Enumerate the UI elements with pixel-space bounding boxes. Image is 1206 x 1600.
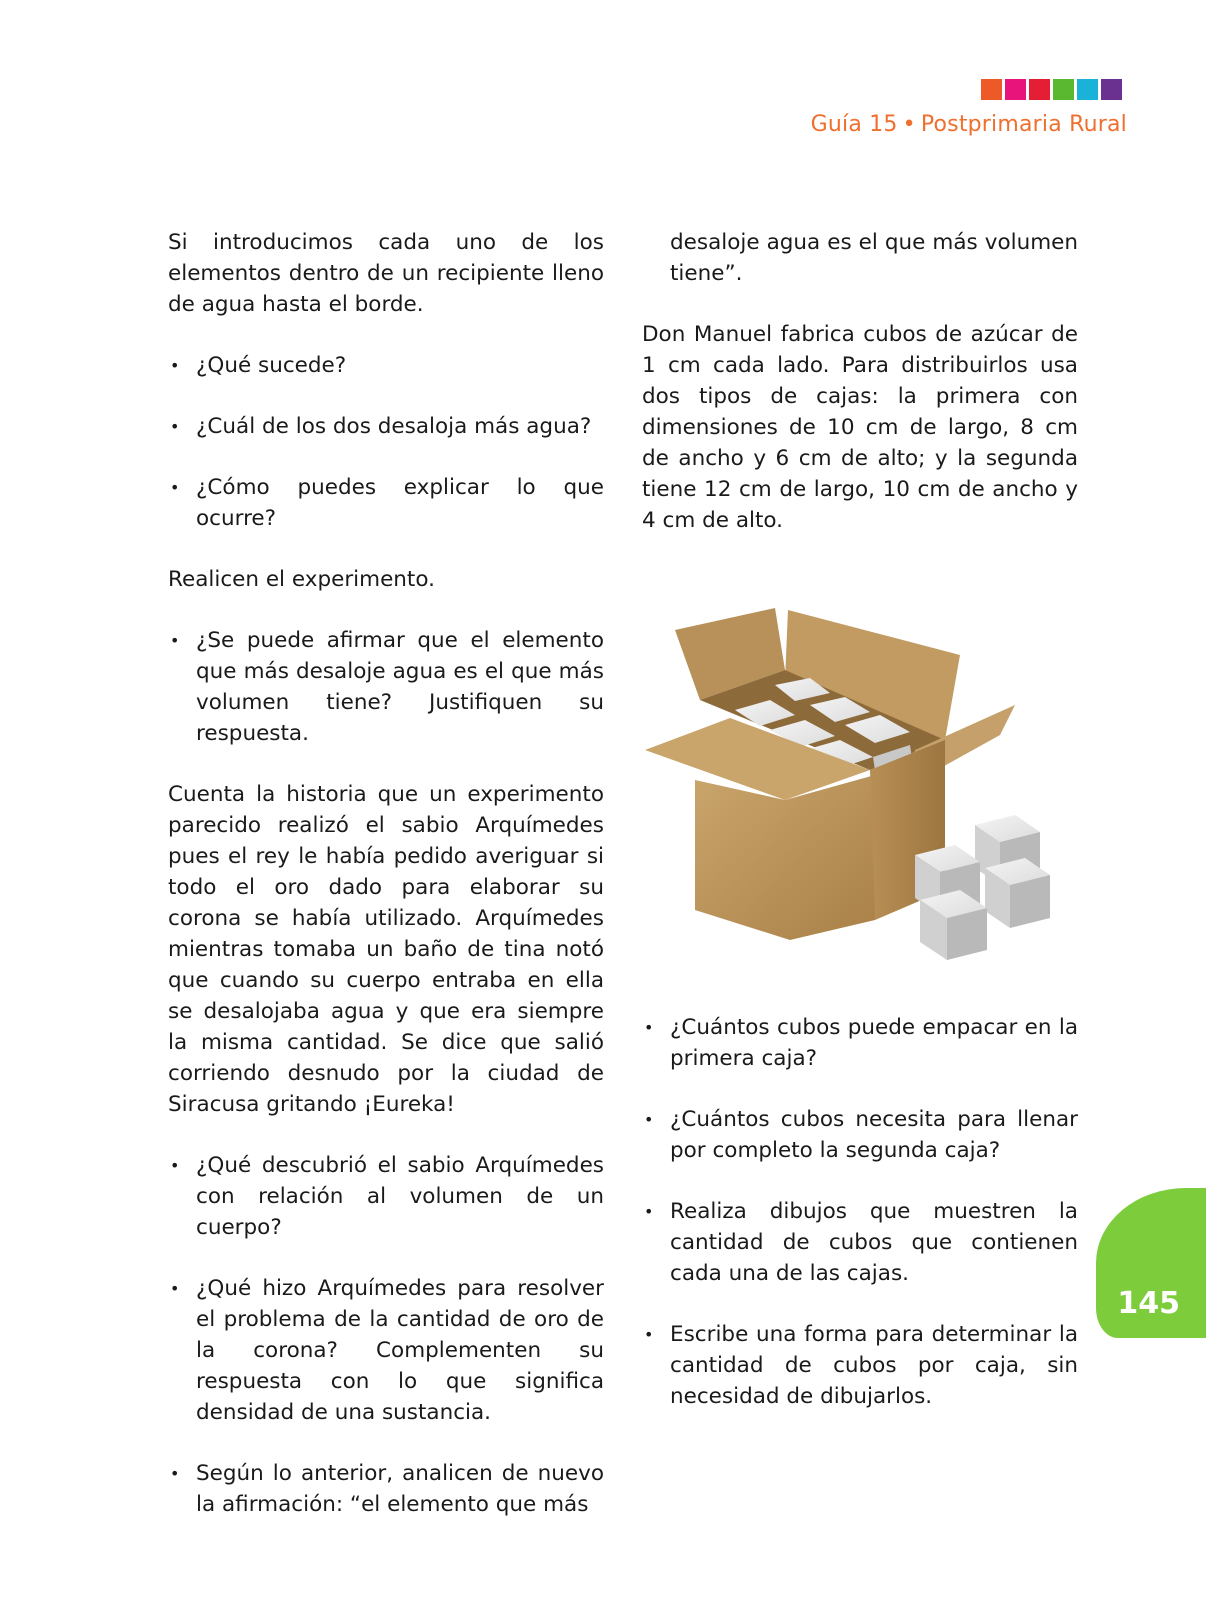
archimedes-story: Cuenta la historia que un experimento parecido realizó el sabio Arquímedes pues el rey le había pedido averiguar si todo el oro dado para elaborar su corona se había utilizado. Arquímedes mientras tomaba un baño de tina notó que cuando su cuerpo entraba en ella se desalojaba agua y que era siempre la misma cantidad. Se dice que salió corriendo desnudo por la ciudad de Siracusa gritando ¡Eureka! [168, 782, 604, 1117]
color-square-green [1053, 79, 1074, 100]
experiment-instruction: Realicen el experimento. [168, 567, 435, 592]
question-explain: • ¿Cómo puedes explicar lo que ocurre? [168, 472, 604, 534]
page-number: 145 [1117, 1286, 1180, 1321]
bullet-icon: • [644, 1325, 654, 1344]
color-square-purple [1101, 79, 1122, 100]
sugar-cubes-problem: Don Manuel fabrica cubos de azúcar de 1 cm cada lado. Para distribuirlos usa dos tipos de cajas: la primera con dimensiones de 10 cm de largo, 8 cm de ancho y 6 cm de alto; y la segunda tiene 12 cm de largo, 10 cm de ancho y 4 cm de alto. [642, 322, 1078, 533]
question-what-happens: • ¿Qué sucede? [168, 350, 604, 381]
bullet-icon: • [644, 1018, 654, 1037]
question-formula: • Escribe una forma para determinar la cantidad de cubos por caja, sin necesidad de dibujarlos. [642, 1319, 1078, 1412]
reanalyze-continuation: desaloje agua es el que más volumen tiene”. [670, 230, 1078, 286]
question-reanalyze: • Según lo anterior, analicen de nuevo la afirmación: “el elemento que más [168, 1458, 604, 1520]
bullet-icon: • [644, 1110, 654, 1129]
box-with-cubes-illustration [645, 600, 1085, 990]
color-square-orange [981, 79, 1002, 100]
bullet-icon: • [644, 1202, 654, 1221]
bullet-icon: • [170, 356, 180, 375]
bullet-icon: • [170, 1156, 180, 1175]
title-separator: • [902, 112, 916, 137]
question-drawings: • Realiza dibujos que muestren la cantidad de cubos que contienen cada una de las cajas. [642, 1196, 1078, 1289]
right-questions [642, 1012, 1078, 1412]
question-second-box: • ¿Cuántos cubos necesita para llenar por completo la segunda caja? [642, 1104, 1078, 1166]
bullet-icon: • [170, 417, 180, 436]
program-name: Postprimaria Rural [920, 112, 1127, 137]
color-square-magenta [1005, 79, 1026, 100]
question-which-displaces: • ¿Cuál de los dos desaloja más agua? [168, 411, 604, 442]
question-crown: • ¿Qué hizo Arquímedes para resolver el problema de la cantidad de oro de la corona? Complementen su respuesta con lo que significa densidad de una sustancia. [168, 1273, 604, 1428]
question-affirm: • ¿Se puede afirmar que el elemento que más desaloje agua es el que más volumen tiene? Justifiquen su respuesta. [168, 625, 604, 749]
color-squares [981, 79, 1122, 100]
bullet-icon: • [170, 478, 180, 497]
color-square-red [1029, 79, 1050, 100]
question-discovery: • ¿Qué descubrió el sabio Arquímedes con relación al volumen de un cuerpo? [168, 1150, 604, 1243]
question-first-box: • ¿Cuántos cubos puede empacar en la primera caja? [642, 1012, 1078, 1074]
bullet-icon: • [170, 1464, 180, 1483]
left-column [168, 227, 604, 1520]
guide-number: Guía 15 [810, 112, 898, 137]
bullet-icon: • [170, 631, 180, 650]
guide-title [811, 112, 1127, 137]
bullet-icon: • [170, 1279, 180, 1298]
color-square-cyan [1077, 79, 1098, 100]
intro-paragraph: Si introducimos cada uno de los elementos dentro de un recipiente lleno de agua hasta el borde. [168, 230, 604, 317]
right-column [642, 227, 1078, 536]
